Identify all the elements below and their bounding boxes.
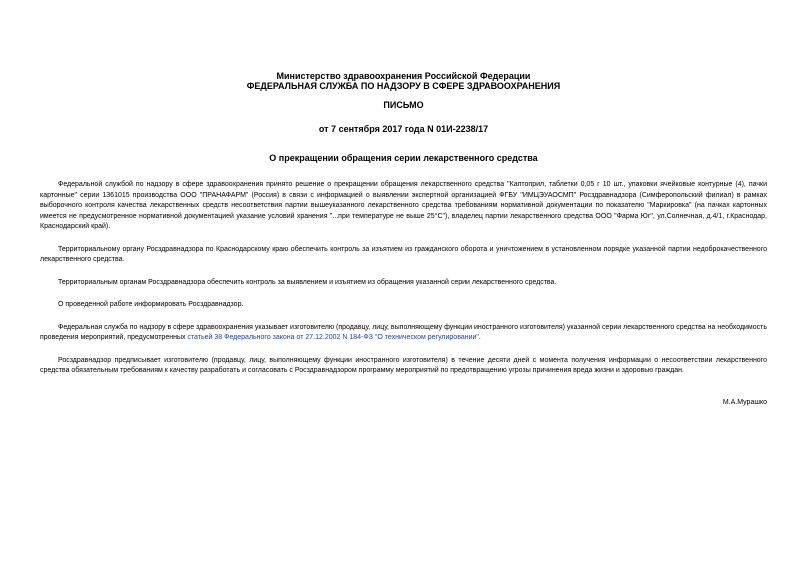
paragraph-prescription: Росздравнадзор предписывает изготовителю (продавцу, лицу, выполняющему функции иностранного изготовителя) в течение десяти дней с момента получения информации о несоответствии лекарственного средства обязательным требованиям к качеству разработать и согласовать с Росздравнадзором программу мероприятий по предотвращению угрозы причинения вреда жизни и здоровью граждан. xyxy=(40,356,767,374)
signature-name: М.А.Мурашко xyxy=(722,399,767,406)
paragraph-manufacturer-measures xyxy=(40,323,767,344)
document-body xyxy=(40,180,767,389)
document-date-number: от 7 сентября 2017 года N 01И-2238/17 xyxy=(318,124,489,134)
law-article-link[interactable]: статьей 38 Федерального закона от 27.12.2002 N 184-ФЗ "О техническом регулировании" xyxy=(187,334,479,341)
paragraph-decision: Федеральной службой по надзору в сфере здравоохранения принято решение о прекращении обращения лекарственного средства "Каптоприл, таблетки 0,05 г 10 шт., упаковки ячейковые контурные (4), пачки картонные" серии 1361015 производства ООО "ПРАНАФАРМ" (Россия) в связи с информацией о выявлении экспертной организацией ФГБУ "ИМЦЭУАОСМП" Росздравнадзора (Симферопольский филиал) в рамках выборочного контроля качества лекарственных средств несоответствия партии вышеуказанного лекарственного средства требованиям нормативной документации по показателю "Маркировка" (на пачках картонных имеется не предусмотренное нормативной документацией указание условий хранения "...при температуре не выше 25°С"), владелец партии лекарственного средства ООО "Фарма Юг", ул.Солнечная, д.4/1, г.Краснодар, Краснодарский край). xyxy=(40,181,767,230)
paragraph-krasnodar-control: Территориальному органу Росздравнадзора по Краснодарскому краю обеспечить контроль за изъятием из гражданского оборота и уничтожением в установленном порядке указанной партии недоброкачественного лекарственного средства. xyxy=(40,245,767,263)
document-subject: О прекращении обращения серии лекарственного средства xyxy=(269,153,538,163)
paragraph-inform: О проведенной работе информировать Росздравнадзор. xyxy=(58,301,244,308)
paragraph-manufacturer-end: . xyxy=(478,334,481,341)
ministry-name: Министерство здравоохранения Российской Федерации xyxy=(276,71,531,81)
paragraph-manufacturer-text: Федеральная служба по надзору в сфере здравоохранения указывает изготовителю (продавцу, лицу, выполняющему функции иностранного изготовителя) указанной серии лекарственного средства на необходимость проведения мероприятий, предусмотренных xyxy=(40,323,767,341)
paragraph-territorial-control: Территориальным органам Росздравнадзора обеспечить контроль за выявлением и изъятием из обращения указанной серии лекарственного средства. xyxy=(58,278,557,286)
document-type: ПИСЬМО xyxy=(383,100,424,110)
service-name: ФЕДЕРАЛЬНАЯ СЛУЖБА ПО НАДЗОРУ В СФЕРЕ ЗДРАВООХРАНЕНИЯ xyxy=(246,81,561,91)
